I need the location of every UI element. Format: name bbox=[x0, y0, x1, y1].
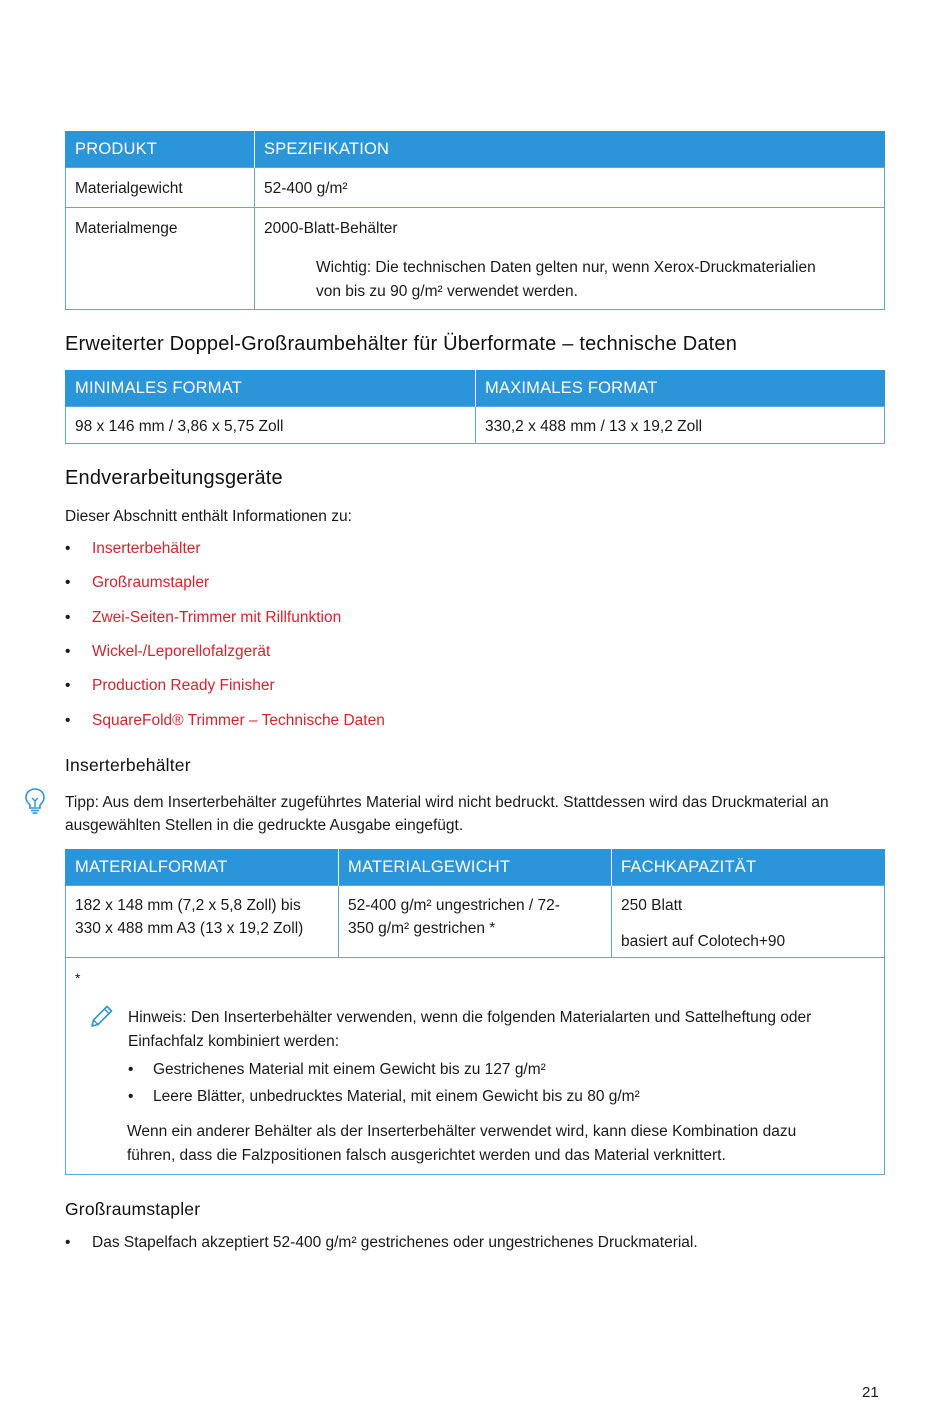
cell-max bbox=[476, 407, 885, 444]
note-bullet-text: Gestrichenes Material mit einem Gewicht bis zu 127 g/m² bbox=[153, 1061, 546, 1078]
col-header-weight: MATERIALGEWICHT bbox=[339, 849, 612, 886]
section-heading-finishing: Endverarbeitungsgeräte bbox=[65, 467, 283, 489]
cell-format bbox=[66, 886, 339, 958]
format-line: 330 x 488 mm A3 (13 x 19,2 Zoll) bbox=[75, 920, 304, 937]
product-label: Materialgewicht bbox=[75, 180, 183, 197]
product-label: Materialmenge bbox=[75, 220, 178, 237]
bullet-dot: • bbox=[65, 1234, 71, 1251]
link-inserter[interactable]: Inserterbehälter bbox=[92, 540, 201, 557]
col-header-max: MAXIMALES FORMAT bbox=[476, 370, 885, 407]
page-number: 21 bbox=[862, 1384, 879, 1401]
note-line: Einfachfalz kombiniert werden: bbox=[128, 1033, 340, 1050]
spec-table bbox=[65, 131, 885, 310]
bullet-dot: • bbox=[65, 609, 71, 626]
cell-min bbox=[66, 407, 476, 444]
format-table bbox=[65, 370, 885, 444]
note-line: Hinweis: Den Inserterbehälter verwenden, wenn die folgenden Materialarten und Sattelheftung oder bbox=[128, 1009, 812, 1026]
stacker-bullet-text: Das Stapelfach akzeptiert 52-400 g/m² gestrichenes oder ungestrichenes Druckmaterial. bbox=[92, 1234, 698, 1251]
section-intro: Dieser Abschnitt enthält Informationen zu: bbox=[65, 508, 352, 525]
weight-line: 350 g/m² gestrichen * bbox=[348, 920, 496, 937]
tip-line: ausgewählten Stellen in die gedruckte Ausgabe eingefügt. bbox=[65, 817, 464, 834]
tip-text bbox=[65, 791, 895, 837]
spec-value: 52-400 g/m² bbox=[264, 180, 348, 197]
format-line: 182 x 148 mm (7,2 x 5,8 Zoll) bis bbox=[75, 897, 301, 914]
link-stacker[interactable]: Großraumstapler bbox=[92, 574, 210, 591]
inserter-table bbox=[65, 849, 885, 1175]
pencil-icon bbox=[88, 1002, 116, 1037]
cell-product bbox=[66, 168, 255, 208]
note-text bbox=[128, 1006, 811, 1054]
bullet-dot: • bbox=[65, 574, 71, 591]
bullet-dot: • bbox=[128, 1061, 134, 1078]
asterisk-marker: * bbox=[75, 970, 81, 986]
cell-footnote bbox=[66, 958, 885, 1175]
subheading-inserter: Inserterbehälter bbox=[65, 755, 191, 775]
note-paragraph bbox=[127, 1120, 796, 1168]
bullet-dot: • bbox=[65, 677, 71, 694]
note-bullet-text: Leere Blätter, unbedrucktes Material, mit einem Gewicht bis zu 80 g/m² bbox=[153, 1088, 640, 1105]
link-trimmer[interactable]: Zwei-Seiten-Trimmer mit Rillfunktion bbox=[92, 609, 342, 626]
min-format-value: 98 x 146 mm / 3,86 x 5,75 Zoll bbox=[75, 418, 284, 435]
capacity-value: 250 Blatt bbox=[621, 897, 683, 914]
cell-product bbox=[66, 208, 255, 310]
bullet-dot: • bbox=[65, 712, 71, 729]
col-header-format: MATERIALFORMAT bbox=[66, 849, 339, 886]
section-heading-oversize: Erweiterter Doppel-Großraumbehälter für Überformate – technische Daten bbox=[65, 333, 738, 355]
subheading-stacker: Großraumstapler bbox=[65, 1199, 201, 1219]
link-production-finisher[interactable]: Production Ready Finisher bbox=[92, 677, 275, 694]
col-header-min: MINIMALES FORMAT bbox=[66, 370, 476, 407]
col-header-capacity: FACHKAPAZITÄT bbox=[612, 849, 885, 886]
cell-capacity bbox=[612, 886, 885, 958]
col-header-product: PRODUKT bbox=[66, 131, 255, 168]
cell-spec bbox=[255, 168, 885, 208]
cell-spec bbox=[255, 208, 885, 310]
capacity-basis: basiert auf Colotech+90 bbox=[621, 933, 786, 950]
note-para-line: Wenn ein anderer Behälter als der Inserterbehälter verwendet wird, kann diese Kombination dazu bbox=[127, 1123, 797, 1140]
spec-value: 2000-Blatt-Behälter bbox=[264, 220, 398, 237]
bullet-dot: • bbox=[65, 643, 71, 660]
cell-weight bbox=[339, 886, 612, 958]
note-para-line: führen, dass die Falzpositionen falsch ausgerichtet werden und das Material verknittert. bbox=[127, 1147, 726, 1164]
col-header-spec: SPEZIFIKATION bbox=[255, 131, 885, 168]
important-note-line: Wichtig: Die technischen Daten gelten nur, wenn Xerox-Druckmaterialien bbox=[316, 259, 816, 276]
tip-line: Tipp: Aus dem Inserterbehälter zugeführtes Material wird nicht bedruckt. Stattdessen wird das Druckmaterial an bbox=[65, 794, 829, 811]
link-folder[interactable]: Wickel-/Leporellofalzgerät bbox=[92, 643, 271, 660]
important-note-line: von bis zu 90 g/m² verwendet werden. bbox=[316, 283, 578, 300]
link-squarefold[interactable]: SquareFold® Trimmer – Technische Daten bbox=[92, 712, 385, 729]
important-note bbox=[316, 256, 875, 304]
weight-line: 52-400 g/m² ungestrichen / 72- bbox=[348, 897, 560, 914]
bullet-dot: • bbox=[65, 540, 71, 557]
max-format-value: 330,2 x 488 mm / 13 x 19,2 Zoll bbox=[485, 418, 703, 435]
lightbulb-icon bbox=[24, 787, 46, 820]
bullet-dot: • bbox=[128, 1088, 134, 1105]
note-bullet-list bbox=[128, 1058, 828, 1118]
